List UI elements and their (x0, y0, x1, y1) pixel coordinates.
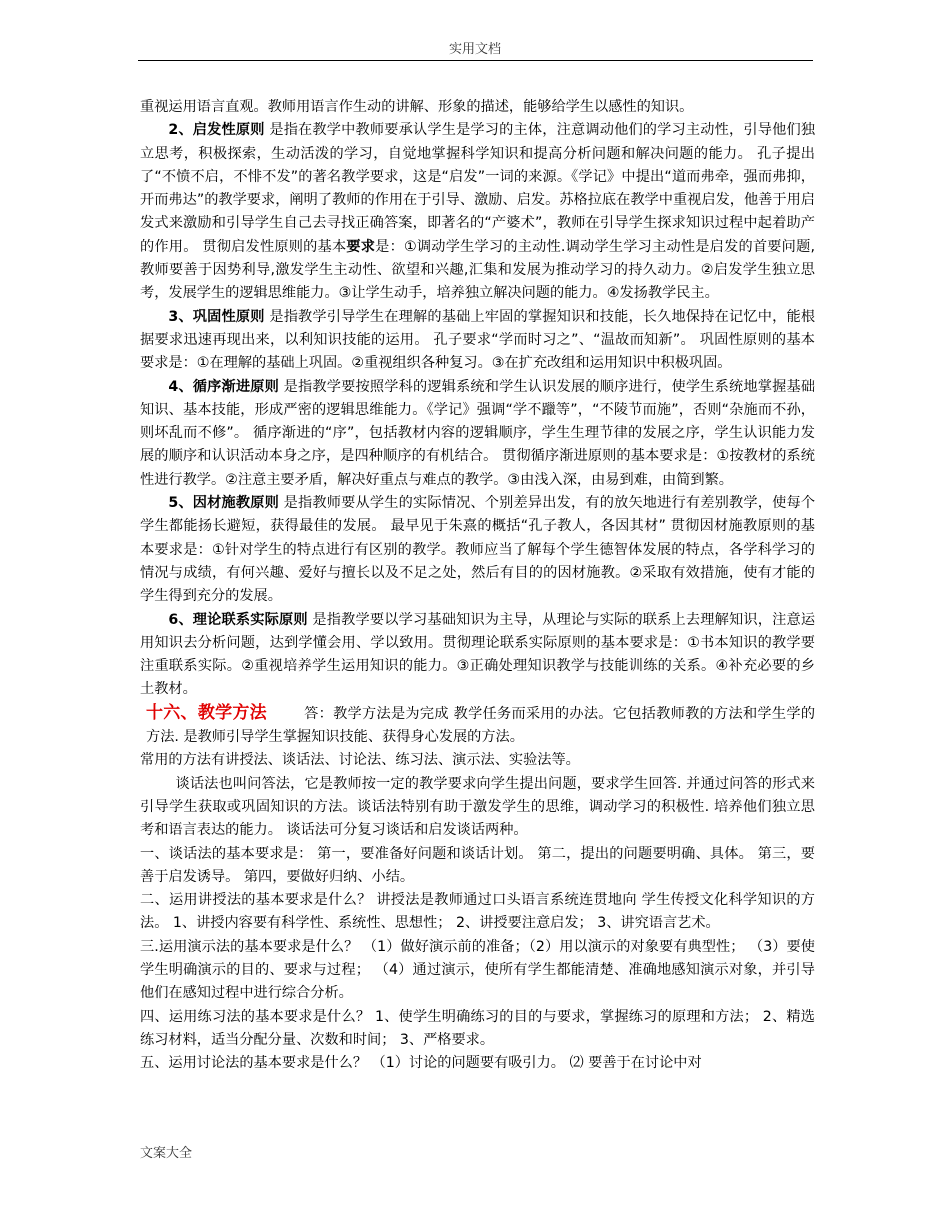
paragraph: 谈话法也叫问答法，它是教师按一定的教学要求向学生提出问题，要求学生回答. 并通过问答的形式来引导学生获取或巩固知识的方法。谈话法特别有助于激发学生的思维，调动学习的积极性. 培养他们独立思考和语言表达的能力。 谈话法可分复习谈话和启发谈话两种。 (140, 775, 815, 839)
paragraph: 常用的方法有讲授法、谈话法、讨论法、练习法、演示法、实验法等。 (140, 752, 580, 769)
paragraph-text: 是指在教学中教师要承认学生是学习的主体，注意调动他们的学习主动性，引导他们独立思考，积极探索，生动活泼的学习，自觉地掌握科学知识和提高分析问题和解决问题的能力。 孔子提出了“不愤不启，不悱不发”的著名教学要求，这是“启发”一词的来源。《学记》中提出“道而弗牵，强而弗抑，开而弗达”的教学要求，阐明了教师的作用在于引导、激励、启发。苏格拉底在教学中重视启发，他善于用启发式来激励和引导学生自己去寻找正确答案，即著名的“产婆术”，教师在引导学生探求知识过程中起着助产的作用。 贯彻启发性原则的基本 (140, 122, 816, 255)
paragraph-theory-practice-principle (140, 609, 815, 702)
section-title: 十六、教学方法 (146, 702, 267, 723)
principle-title: 3、巩固性原则 (168, 308, 265, 325)
header-rule (138, 60, 813, 61)
paragraph: 四、运用练习法的基本要求是什么？ 1、使学生明确练习的目的与要求，掌握练习的原理和方法； 2、精选练习材料，适当分配分量、次数和时间； 3、严格要求。 (140, 1008, 815, 1048)
paragraph-text: 是指教学要以学习基础知识为主导，从理论与实际的联系上去理解知识，注意运用知识去分析问题，达到学懂会用、学以致用。贯彻理论联系实际原则的基本要求是：①书本知识的教学要注重联系实际。②重视培养学生运用知识的能力。③正确处理知识教学与技能训练的关系。④补充必要的乡土教材。 (140, 611, 816, 698)
paragraph: 一、谈话法的基本要求是： 第一，要准备好问题和谈话计划。 第二，提出的问题要明确、具体。 第三，要善于启发诱导。 第四，要做好归纳、小结。 (140, 845, 815, 885)
section-intro: 答：教学方法是为完成 教学任务而采用的办法。它包括教师教的方法和学生学的 方法. 是教师引导学生掌握知识技能、获得身心发展的方法。 (146, 705, 816, 746)
paragraph-text: 是指教学引导学生在理解的基础上牢固的掌握知识和技能，长久地保持在记忆中，能根据要求迅速再现出来，以利知识技能的运用。 孔子要求“学而时习之”、“温故而知新”。 巩固性原则的基本要求是：①在理解的基础上巩固。②重视组织各种复习。③在扩充改组和运用知识中积极巩固。 (140, 308, 816, 372)
page-footer: 文案大全 (140, 1146, 193, 1161)
paragraph-heuristic-principle (140, 119, 815, 305)
paragraph-text: 是指教师要从学生的实际情况、个别差异出发，有的放矢地进行有差别教学，使每个学生都能扬长避短，获得最佳的发展。 最早见于朱熹的概括“孔子教人，各因其材” 贯彻因材施教原则的基本要求是：①针对学生的特点进行有区别的教学。教师应当了解每个学生德智体发展的特点，各学科学习的情况与成绩，有何兴趣、爱好与擅长以及不足之处，然后有目的的因材施教。②采取有效措施，使有才能的学生得到充分的发展。 (140, 495, 816, 605)
document-body (140, 96, 815, 1075)
paragraph-text: 是指教学要按照学科的逻辑系统和学生认识发展的顺序进行，使学生系统地掌握基础知识、基本技能，形成严密的逻辑思维能力。《学记》强调“学不躐等”，“不陵节而施”，否则“杂施而不孙，则坏乱而不修”。 循序渐进的“序”，包括教材内容的逻辑顺序，学生生理节律的发展之序，学生认识能力发展的顺序和认识活动本身之序，是四种顺序的有机结合。 贯彻循序渐进原则的基本要求是：①按教材的系统性进行教学。②注意主要矛盾，解决好重点与难点的教学。③由浅入深，由易到难，由简到繁。 (140, 378, 816, 488)
principle-title: 2、启发性原则 (168, 122, 265, 139)
principle-title: 4、循序渐进原则 (168, 378, 279, 395)
page-header: 实用文档 (448, 42, 501, 57)
section-teaching-methods (140, 702, 815, 750)
principle-title: 5、因材施教原则 (168, 495, 279, 512)
paragraph-gradual-principle (140, 376, 815, 492)
paragraph: 重视运用语言直观。教师用语言作生动的讲解、形象的描述，能够给学生以感性的知识。 (140, 99, 694, 115)
paragraph-text: 是：①调动学生学习的主动性.调动学生学习主动性是启发的首要问题,教师要善于因势利导,激发学生主动性、欲望和兴趣,汇集和发展为推动学习的持久动力。②启发学生独立思考，发展学生的逻辑思维能力。③让学生动手，培养独立解决问题的能力。④发扬教学民主。 (140, 238, 815, 302)
paragraph: 二、运用讲授法的基本要求是什么？ 讲授法是教师通过口头语言系统连贯地向 学生传授文化科学知识的方法。 1、讲授内容要有科学性、系统性、思想性； 2、讲授要注意启发； 3、讲究语言艺术。 (140, 892, 815, 932)
principle-title: 6、理论联系实际原则 (168, 611, 308, 628)
paragraph: 五、运用讨论法的基本要求是什么？ （1）讨论的问题要有吸引力。 ⑵ 要善于在讨论中对 (140, 1055, 702, 1072)
emphasis-text: 要求 (346, 238, 376, 255)
paragraph-consolidation-principle (140, 306, 815, 376)
paragraph-individualized-principle (140, 492, 815, 608)
paragraph: 三.运用演示法的基本要求是什么？ （1）做好演示前的准备；（2）用以演示的对象要有典型性； （3）要使学生明确演示的目的、要求与过程； （4）通过演示，使所有学生都能清楚、准确地感知演示对象，并引导他们在感知过程中进行综合分析。 (140, 938, 815, 1002)
